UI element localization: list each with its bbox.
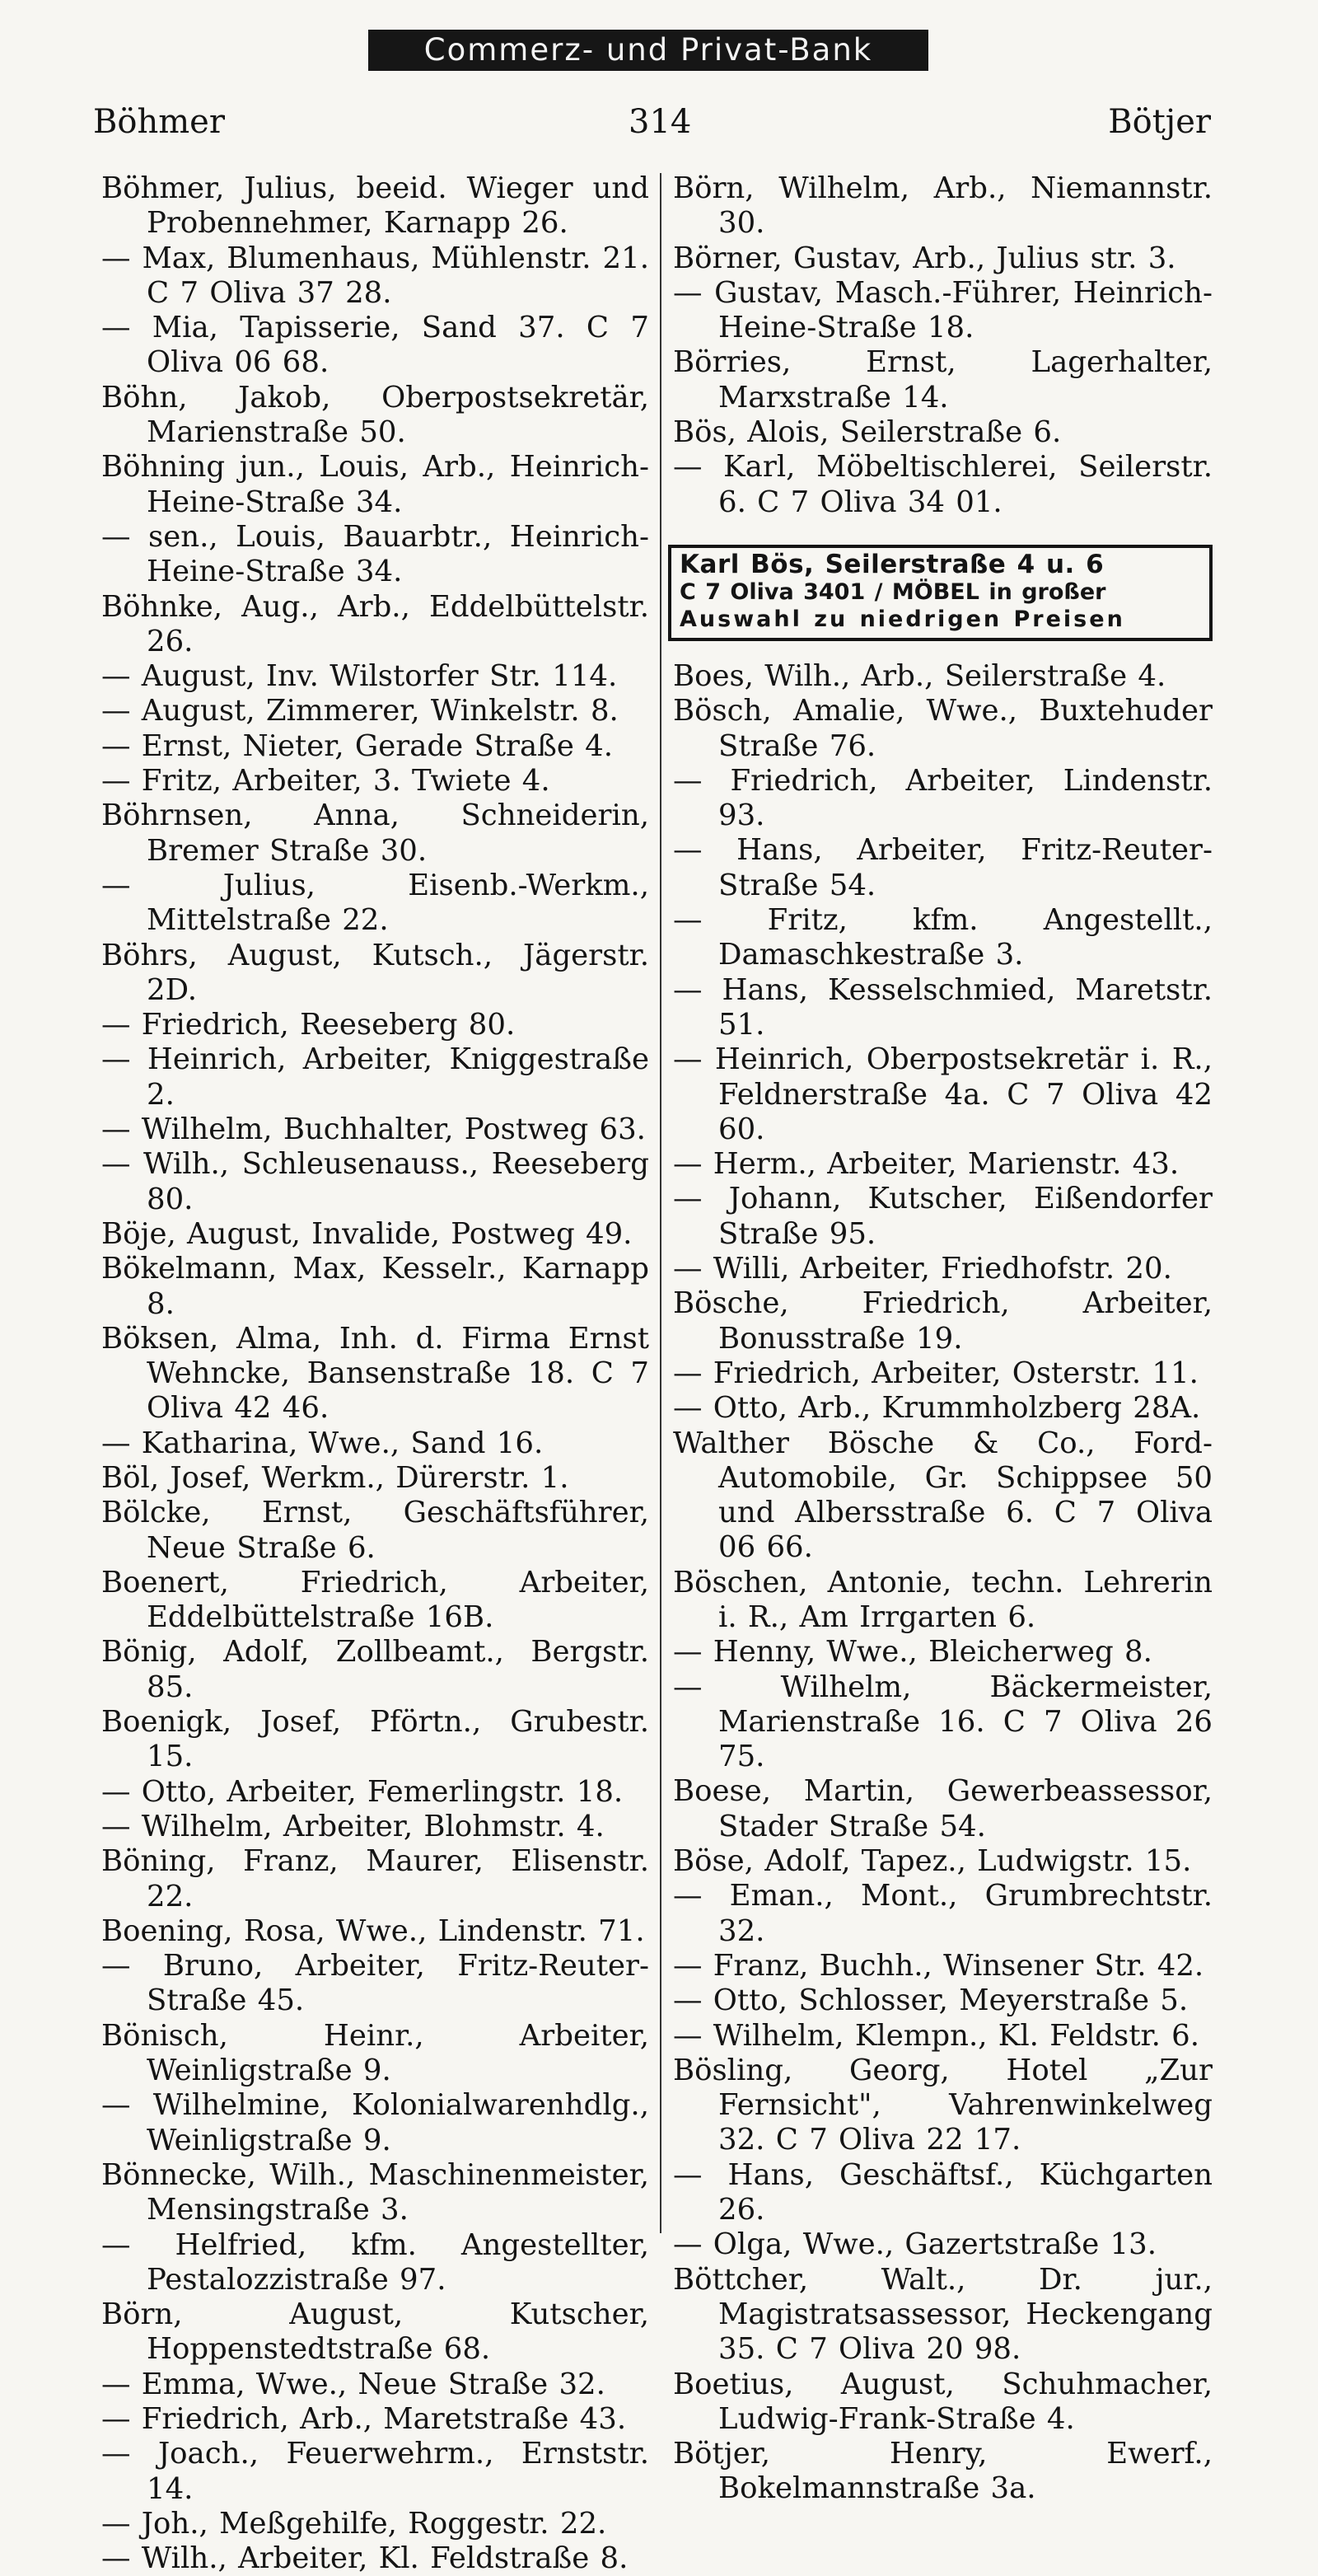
directory-entry: — Wilh., Arbeiter, Kl. Feldstraße 8. [101,2541,629,2576]
directory-entry: Boenert, Friedrich, Arbeiter, Eddelbüttelstraße 16B. [101,1565,649,1635]
directory-entry: — Heinrich, Arbeiter, Kniggestraße 2. [101,1042,649,1112]
directory-entry: — Wilhelm, Bäckermeister, Marienstraße 16. C 7 Oliva 26 75. [673,1670,1213,1774]
directory-entry: — Hans, Arbeiter, Fritz-Reuter-Straße 54. [673,833,1213,902]
left-column [101,171,649,2576]
column-divider [660,173,661,2233]
directory-entry: — sen., Louis, Bauarbtr., Heinrich-Heine-Straße 34. [101,519,649,589]
directory-entry: — Wilhelm, Arbeiter, Blohmstr. 4. [101,1809,605,1843]
directory-entry: — Helfried, kfm. Angestellter, Pestalozzistraße 97. [101,2227,649,2297]
directory-entry: Böhrs, August, Kutsch., Jägerstr. 2D. [101,938,649,1007]
directory-entry: Böttcher, Walt., Dr. jur., Magistratsassessor, Heckengang 35. C 7 Oliva 20 98. [673,2262,1213,2367]
directory-entry: Böschen, Antonie, techn. Lehrerin i. R., Am Irrgarten 6. [673,1565,1213,1634]
directory-entry: Bösche, Friedrich, Arbeiter, Bonusstraße 19. [673,1286,1213,1356]
directory-entry: — Joach., Feuerwehrm., Ernststr. 14. [101,2437,649,2506]
running-header [93,97,1211,147]
directory-entry: — Henny, Wwe., Bleicherweg 8. [673,1635,1152,1670]
directory-entry: — Ernst, Nieter, Gerade Straße 4. [101,728,614,763]
directory-entry: Bötjer, Henry, Ewerf., Bokelmannstraße 3a. [673,2437,1213,2506]
directory-entry: — Willi, Arbeiter, Friedhofstr. 20. [673,1252,1172,1286]
directory-entry: — Olga, Wwe., Gazertstraße 13. [673,2227,1157,2262]
advertisement-box [668,545,1213,641]
directory-entry: — Friedrich, Arbeiter, Osterstr. 11. [673,1356,1199,1390]
directory-entry: — Wilhelm, Buchhalter, Postweg 63. [101,1112,646,1147]
directory-entry: Börries, Ernst, Lagerhalter, Marxstraße 14. [673,345,1213,415]
directory-entry: — Gustav, Masch.-Führer, Heinrich-Heine-Straße 18. [673,275,1213,345]
directory-entry: — Wilhelmine, Kolonialwarenhdlg., Weinligstraße 9. [101,2088,649,2157]
directory-entry: — August, Inv. Wilstorfer Str. 114. [101,659,618,694]
directory-entry: Bönig, Adolf, Zollbeamt., Bergstr. 85. [101,1635,649,1704]
directory-entry: — Heinrich, Oberpostsekretär i. R., Feldnerstraße 4a. C 7 Oliva 42 60. [673,1042,1213,1146]
directory-entry: Böning, Franz, Maurer, Elisenstr. 22. [101,1844,649,1913]
page-number: 314 [629,103,692,141]
directory-entry: — Katharina, Wwe., Sand 16. [101,1426,544,1460]
directory-entry: — Wilh., Schleusenauss., Reeseberg 80. [101,1147,649,1216]
directory-entry: — Bruno, Arbeiter, Fritz-Reuter-Straße 45. [101,1949,649,2018]
directory-entry: Böse, Adolf, Tapez., Ludwigstr. 15. [673,1844,1192,1879]
right-column [673,171,1213,2507]
directory-entry: — Friedrich, Arb., Maretstraße 43. [101,2402,627,2436]
directory-entry: — Fritz, kfm. Angestellt., Damaschkestraße 3. [673,903,1213,972]
directory-entry: Börn, Wilhelm, Arb., Niemannstr. 30. [673,171,1213,241]
directory-entry: Börner, Gustav, Arb., Julius str. 3. [673,241,1176,275]
directory-entry: Boese, Martin, Gewerbeassessor, Stader Straße 54. [673,1774,1213,1843]
directory-entry: — Johann, Kutscher, Eißendorfer Straße 95. [673,1182,1213,1251]
directory-entry: — Otto, Arb., Krummholzberg 28A. [673,1391,1201,1426]
bank-banner: Commerz- und Privat-Bank [368,30,928,71]
directory-entry: — Eman., Mont., Grumbrechtstr. 32. [673,1879,1213,1948]
ad-line-2: C 7 Oliva 3401 / MÖBEL in großer [680,578,1106,605]
directory-entry: — Otto, Arbeiter, Femerlingstr. 18. [101,1774,624,1809]
directory-entry: Böksen, Alma, Inh. d. Firma Ernst Wehncke, Bansenstraße 18. C 7 Oliva 42 46. [101,1321,649,1426]
directory-entry: Boenigk, Josef, Pförtn., Grubestr. 15. [101,1705,649,1774]
directory-entry: — Otto, Schlosser, Meyerstraße 5. [673,1984,1189,2018]
directory-entry: — Franz, Buchh., Winsener Str. 42. [673,1948,1204,1983]
directory-entry: Bösch, Amalie, Wwe., Buxtehuder Straße 76. [673,694,1213,763]
directory-entry: Böhnke, Aug., Arb., Eddelbüttelstr. 26. [101,589,649,658]
directory-entry: Börn, August, Kutscher, Hoppenstedtstraße 68. [101,2297,649,2367]
right-column-bottom [673,659,1213,2507]
directory-entry: Böje, August, Invalide, Postweg 49. [101,1216,633,1251]
directory-entry: Boening, Rosa, Wwe., Lindenstr. 71. [101,1913,645,1948]
directory-entry: — Karl, Möbeltischlerei, Seilerstr. 6. C 7 Oliva 34 01. [673,450,1213,519]
directory-entry: Walther Bösche & Co., Ford-Automobile, Gr. Schippsee 50 und Albersstraße 6. C 7 Oliva 06 66. [673,1426,1213,1565]
directory-entry: — Emma, Wwe., Neue Straße 32. [101,2367,605,2401]
directory-entry: Böhrnsen, Anna, Schneiderin, Bremer Straße 30. [101,799,649,868]
directory-entry: Bös, Alois, Seilerstraße 6. [673,415,1062,450]
directory-entry: — Friedrich, Arbeiter, Lindenstr. 93. [673,763,1213,833]
directory-entry: — Herm., Arbeiter, Marienstr. 43. [673,1147,1180,1182]
directory-entry: — Mia, Tapisserie, Sand 37. C 7 Oliva 06 68. [101,311,649,380]
right-column-top [673,171,1213,520]
directory-entry: Boetius, August, Schuhmacher, Ludwig-Frank-Straße 4. [673,2367,1213,2436]
directory-entry: Bökelmann, Max, Kesselr., Karnapp 8. [101,1252,649,1321]
directory-entry: Bönnecke, Wilh., Maschinenmeister, Mensingstraße 3. [101,2157,649,2227]
ad-line-1: Karl Bös, Seilerstraße 4 u. 6 [680,549,1105,579]
directory-entry: — Wilhelm, Klempn., Kl. Feldstr. 6. [673,2018,1200,2053]
directory-entry: — August, Zimmerer, Winkelstr. 8. [101,694,619,728]
directory-entry: Böhmer, Julius, beeid. Wieger und Probennehmer, Karnapp 26. [101,171,649,241]
directory-entry: — Joh., Meßgehilfe, Roggestr. 22. [101,2506,607,2541]
directory-entry: — Friedrich, Reeseberg 80. [101,1008,516,1042]
directory-entry: — Hans, Geschäftsf., Küchgarten 26. [673,2157,1213,2227]
directory-entry: Boes, Wilh., Arb., Seilerstraße 4. [673,658,1166,693]
directory-entry: — Fritz, Arbeiter, 3. Twiete 4. [101,764,550,799]
header-first-name: Böhmer [93,103,225,141]
directory-entry: Bölcke, Ernst, Geschäftsführer, Neue Straße 6. [101,1496,649,1565]
directory-entry: Böl, Josef, Werkm., Dürerstr. 1. [101,1460,569,1495]
directory-entry: Böhn, Jakob, Oberpostsekretär, Marienstraße 50. [101,380,649,450]
directory-entry: — Max, Blumenhaus, Mühlenstr. 21. C 7 Oliva 37 28. [101,241,649,310]
ad-line-3: Auswahl zu niedrigen Preisen [680,606,1125,632]
directory-entry: — Hans, Kesselschmied, Maretstr. 51. [673,972,1213,1042]
directory-entry: Bösling, Georg, Hotel „Zur Fernsicht", Vahrenwinkelweg 32. C 7 Oliva 22 17. [673,2053,1213,2157]
header-last-name: Bötjer [1108,103,1211,141]
directory-entry: Böhning jun., Louis, Arb., Heinrich-Heine-Straße 34. [101,450,649,519]
directory-entry: Bönisch, Heinr., Arbeiter, Weinligstraße 9. [101,2018,649,2088]
directory-entry: — Julius, Eisenb.-Werkm., Mittelstraße 22. [101,868,649,938]
